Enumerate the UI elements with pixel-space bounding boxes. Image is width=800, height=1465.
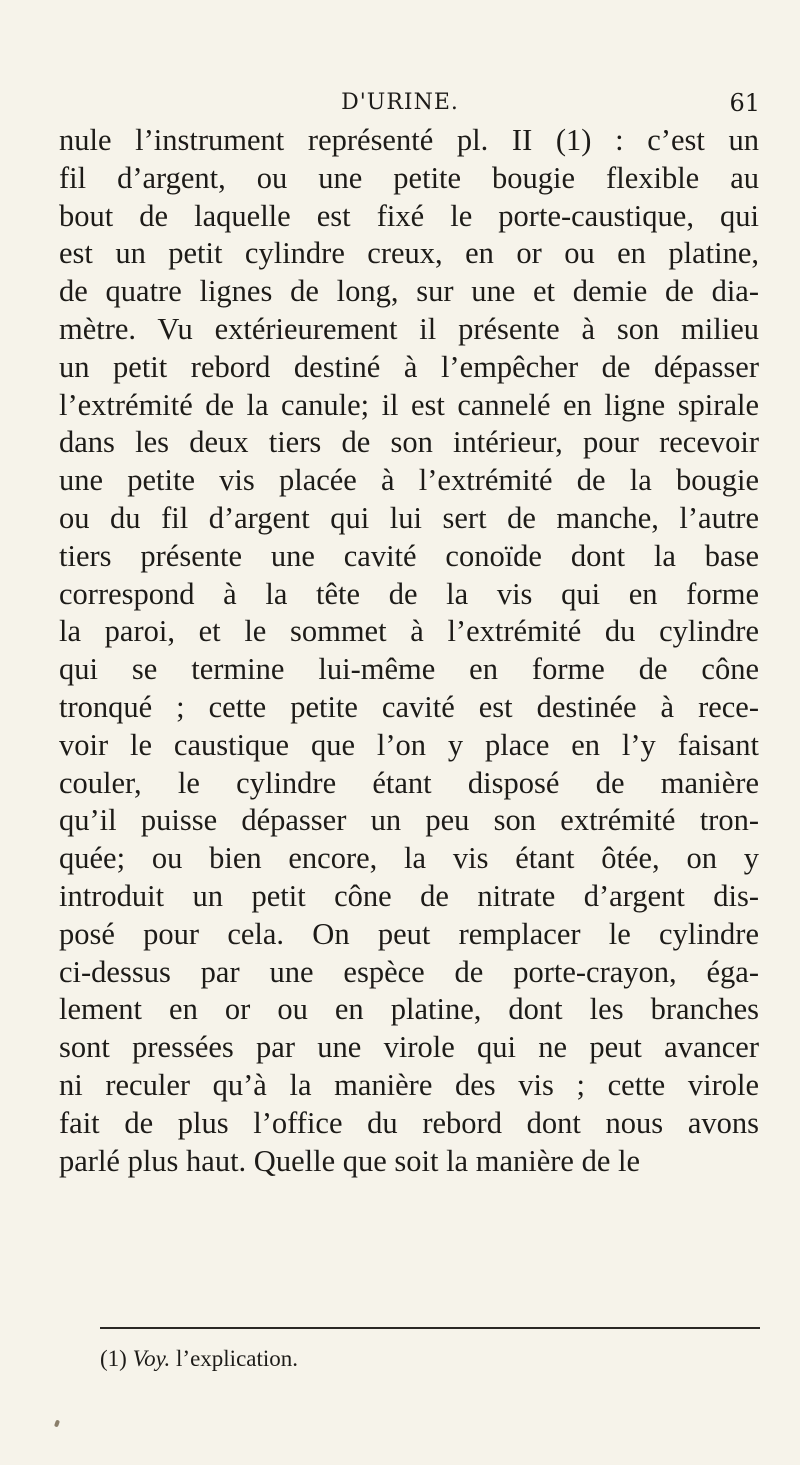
text-line: ni reculer qu’à la manière des vis ; cette virole [59,1067,759,1102]
paper-speck [54,1420,60,1428]
text-line: sont pressées par une virole qui ne peut avancer [59,1030,759,1065]
text-line: parlé plus haut. Quelle que soit la manière de le [59,1143,640,1178]
page-number: 61 [729,89,760,117]
text-line: posé pour cela. On peut remplacer le cylindre [59,916,759,951]
text-line: un petit rebord destiné à l’empêcher de dépasser [59,349,759,384]
text-line: bout de laquelle est fixé le porte-caustique, qui [59,198,759,233]
footnote-abbrev: Voy. [132,1346,171,1371]
text-line: mètre. Vu extérieurement il présente à son milieu [59,311,759,346]
footnote-text: l’explication. [176,1346,299,1371]
page-header [0,88,800,120]
text-line: la paroi, et le sommet à l’extrémité du cylindre [59,614,759,649]
footnote [100,1344,298,1374]
text-line: ou du fil d’argent qui lui sert de manche, l’autre [59,500,759,535]
text-line: est un petit cylindre creux, en or ou en platine, [59,236,759,271]
text-line: voir le caustique que l’on y place en l’y faisant [59,727,759,762]
text-line: ci-dessus par une espèce de porte-crayon, éga- [59,954,759,989]
text-line: tiers présente une cavité conoïde dont la base [59,538,759,573]
footnote-marker: (1) [100,1346,127,1371]
footnote-divider [100,1327,760,1329]
text-line: qui se termine lui-même en forme de cône [59,652,759,687]
text-line: couler, le cylindre étant disposé de manière [59,765,759,800]
text-line: correspond à la tête de la vis qui en forme [59,576,759,611]
text-line: fait de plus l’office du rebord dont nous avons [59,1105,759,1140]
text-line: quée; ou bien encore, la vis étant ôtée, on y [59,841,759,876]
text-line: fil d’argent, ou une petite bougie flexible au [59,160,759,195]
text-line: l’extrémité de la canule; il est cannelé en ligne spirale [59,387,759,422]
text-line: introduit un petit cône de nitrate d’argent dis- [59,878,759,913]
text-line: lement en or ou en platine, dont les branches [59,992,759,1027]
text-line: tronqué ; cette petite cavité est destinée à rece- [59,689,759,724]
text-line: qu’il puisse dépasser un peu son extrémité tron- [59,803,759,838]
text-line: nule l’instrument représenté pl. II (1) : c’est un [59,123,759,157]
text-line: dans les deux tiers de son intérieur, pour recevoir [59,425,759,460]
running-title: D'URINE. [341,90,459,115]
body-text [59,122,759,1180]
text-line: de quatre lignes de long, sur une et demie de dia- [59,274,759,309]
text-line: une petite vis placée à l’extrémité de la bougie [59,463,759,498]
